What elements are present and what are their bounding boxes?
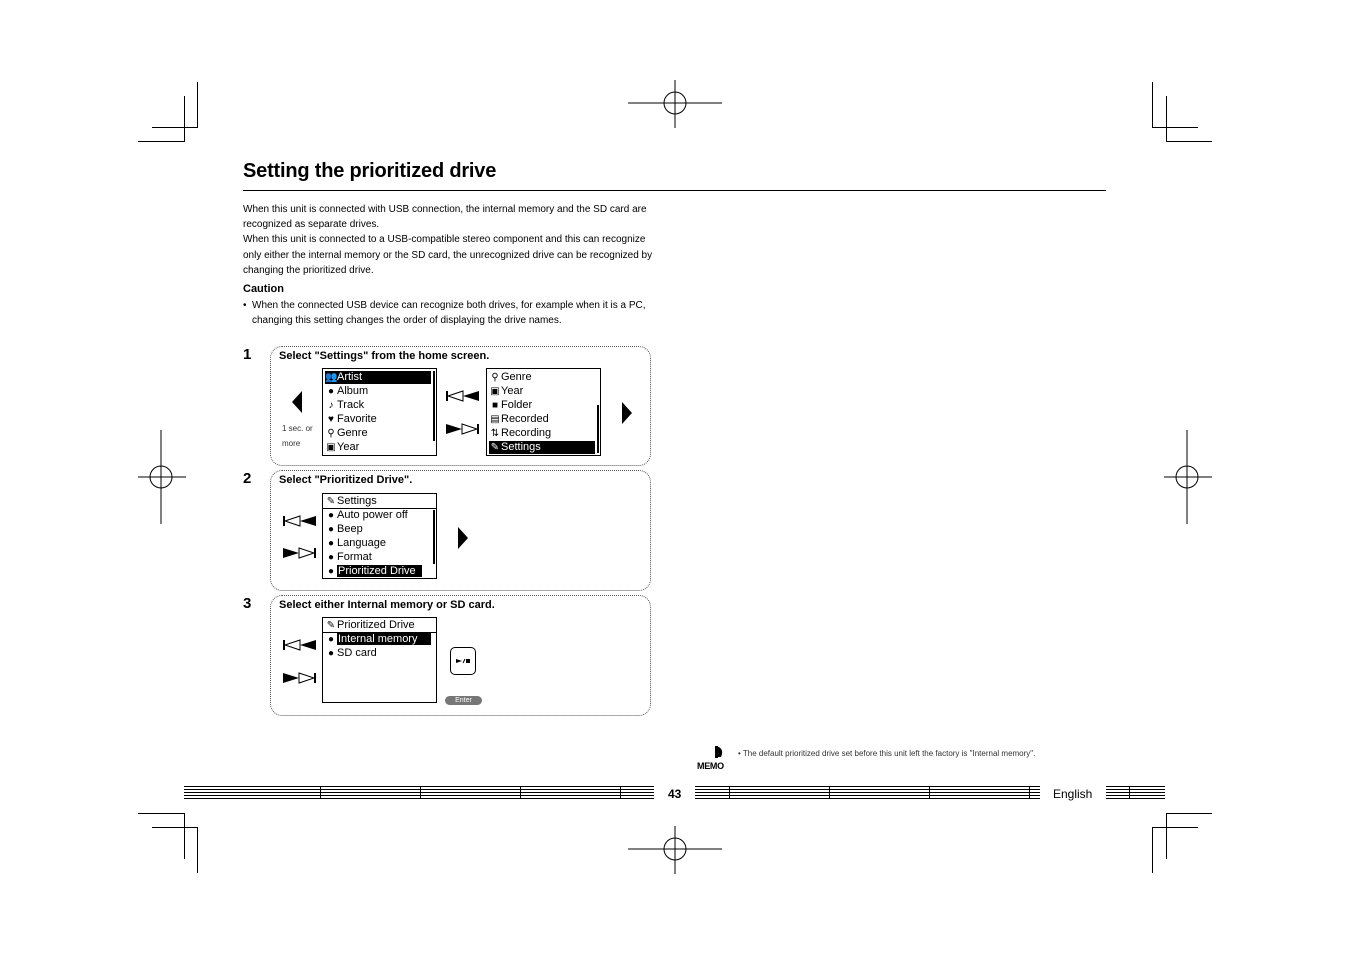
menu-row (325, 647, 377, 660)
step-number: 1 (243, 346, 252, 363)
menu-label: Recorded (501, 413, 549, 425)
crop-mark (1152, 827, 1153, 873)
caution-heading: Caution (243, 283, 284, 295)
crop-mark (197, 827, 198, 873)
menu-row (489, 371, 532, 384)
menu-label: Artist (337, 371, 363, 383)
menu-row (325, 509, 408, 522)
crop-mark (197, 82, 198, 128)
menu-row (325, 427, 368, 440)
menu-label: SD card (337, 647, 377, 659)
menu-label: Settings (501, 441, 541, 453)
bullet-icon: ● (327, 552, 335, 563)
menu-label: Track (337, 399, 365, 411)
hold-note: 1 sec. or (282, 424, 313, 433)
device-screen-home-scrolled (486, 368, 601, 456)
hold-note: more (282, 439, 301, 448)
menu-label-selected: Prioritized Drive (337, 565, 422, 577)
album-icon: ● (327, 386, 335, 397)
wrench-icon: ✎ (326, 496, 336, 507)
bullet-icon: ● (327, 566, 335, 577)
step-title: Select "Settings" from the home screen. (279, 350, 490, 362)
step-number: 2 (243, 470, 252, 487)
screen-title-label: Prioritized Drive (337, 619, 415, 631)
menu-label: Genre (501, 371, 532, 383)
device-screen-home (322, 368, 437, 456)
menu-row (325, 441, 359, 454)
registration-mark (1164, 430, 1212, 524)
recorded-icon: ▤ (490, 414, 500, 425)
step-title: Select either Internal memory or SD card. (279, 599, 495, 611)
step-title: Select "Prioritized Drive". (279, 474, 413, 486)
intro-text (243, 202, 653, 278)
folder-icon: ■ (491, 400, 499, 411)
menu-row (489, 427, 551, 440)
bullet: • (243, 300, 247, 311)
device-screen-settings (322, 493, 437, 579)
menu-row (489, 441, 595, 454)
skip-forward-icon (283, 547, 317, 559)
menu-row (325, 413, 377, 426)
bullet-icon: ● (327, 510, 335, 521)
skip-back-icon (446, 390, 480, 402)
menu-label: Year (337, 441, 360, 453)
menu-row (489, 385, 523, 398)
step-number: 3 (243, 595, 252, 612)
footer-rule-right (695, 786, 1040, 799)
skip-back-icon (283, 515, 317, 527)
artist-icon: 👥 (325, 372, 338, 383)
menu-row (325, 523, 363, 536)
recording-icon: ⇅ (490, 428, 500, 439)
caution-item (243, 298, 653, 328)
menu-row (325, 551, 372, 564)
note-icon: ♪ (328, 400, 334, 411)
calendar-icon: ▣ (490, 386, 500, 397)
crop-mark (1166, 96, 1167, 142)
footer-rule-left (184, 786, 654, 799)
arrow-right-icon (458, 527, 468, 549)
bullet-icon: ● (327, 524, 335, 535)
crop-mark (152, 827, 198, 828)
menu-label: Year (501, 385, 524, 397)
registration-mark (138, 430, 186, 524)
crop-mark (184, 813, 185, 859)
arrow-left-icon (292, 391, 302, 413)
page-title: Setting the prioritized drive (243, 160, 497, 182)
menu-row (325, 565, 422, 578)
scrollbar (597, 405, 599, 453)
language-label: English (1053, 787, 1093, 801)
wrench-icon: ✎ (490, 442, 500, 453)
menu-label: Folder (501, 399, 533, 411)
skip-back-icon (283, 639, 317, 651)
menu-row (489, 399, 532, 412)
menu-label: Beep (337, 523, 363, 535)
guitar-icon: ⚲ (491, 372, 499, 383)
scrollbar (433, 510, 435, 564)
title-rule (243, 190, 1106, 191)
memo-icon (697, 745, 731, 773)
menu-label: Language (337, 537, 386, 549)
menu-row (325, 385, 368, 398)
menu-row (325, 537, 386, 550)
wrench-icon: ✎ (326, 620, 336, 631)
crop-mark (1152, 827, 1198, 828)
bullet-icon: ● (327, 648, 335, 659)
memo-text: • The default prioritized drive set before this unit left the factory is "Internal memory". (738, 749, 1036, 758)
crop-mark (1152, 127, 1198, 128)
caution-text: When the connected USB device can recognize both drives, for example when it is a PC, changing this setting changes the order of displaying the drive names. (252, 300, 646, 327)
menu-label: Auto power off (337, 509, 408, 521)
menu-label-selected: Internal memory (337, 633, 431, 645)
menu-row (325, 371, 431, 384)
crop-mark (1166, 813, 1212, 814)
screen-title (325, 619, 415, 632)
registration-mark (628, 80, 722, 128)
intro-paragraph: When this unit is connected with USB connection, the internal memory and the SD card are recognized as separate drives. (243, 204, 647, 231)
favorite-icon: ♥ (328, 414, 334, 425)
crop-mark (138, 813, 184, 814)
guitar-icon: ⚲ (327, 428, 335, 439)
arrow-right-icon (622, 402, 632, 424)
intro-paragraph: When this unit is connected to a USB-compatible stereo component and this can recognize only either the internal memory or the SD card, the unrecognized drive can be recognized by changing the prioritized drive. (243, 234, 653, 276)
enter-label: Enter (445, 696, 482, 705)
registration-mark (628, 826, 722, 874)
crop-mark (138, 141, 184, 142)
menu-row (325, 399, 364, 412)
menu-label: Recording (501, 427, 552, 439)
menu-row (489, 413, 549, 426)
footer-rule-end (1106, 786, 1165, 799)
screen-title-label: Settings (337, 495, 377, 507)
screen-title (325, 495, 377, 508)
page-number: 43 (668, 787, 682, 801)
calendar-icon: ▣ (326, 442, 336, 453)
crop-mark (1166, 141, 1212, 142)
menu-label: Genre (337, 427, 368, 439)
scrollbar (433, 371, 435, 441)
bullet-icon: ● (327, 538, 335, 549)
device-screen-prioritized-drive (322, 617, 437, 703)
memo-label: MEMO (697, 761, 724, 771)
play-pause-button-icon (450, 647, 476, 675)
crop-mark (184, 96, 185, 142)
menu-label: Favorite (337, 413, 377, 425)
skip-forward-icon (283, 672, 317, 684)
menu-label: Format (337, 551, 372, 563)
menu-row (325, 633, 431, 646)
crop-mark (1166, 813, 1167, 859)
crop-mark (152, 127, 198, 128)
crop-mark (1152, 82, 1153, 128)
bullet-icon: ● (327, 634, 335, 645)
skip-forward-icon (446, 423, 480, 435)
menu-label: Album (337, 385, 369, 397)
